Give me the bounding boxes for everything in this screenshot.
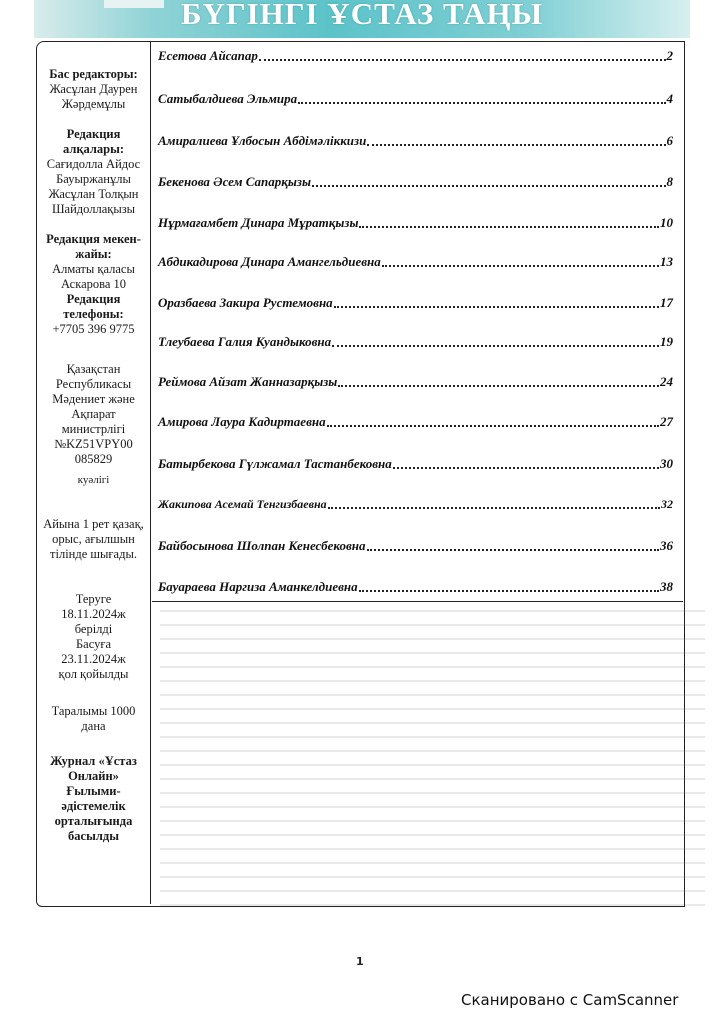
toc-page: 30 [660,456,673,471]
toc-page: 32 [661,497,673,511]
chief-editor-block [37,67,150,112]
registration-block [37,362,150,488]
print-dates-block [37,592,150,682]
dot-leader [393,466,659,469]
registration-text: Қазақстан Республикасы Мәдениет және Ақпарат министрлігі №KZ51VPY00 085829 [52,362,135,466]
toc-author: Батырбекова Гүлжамал Тастанбековна [158,456,392,471]
toc-author: Бекенова Әсем Сапарқызы [158,174,311,189]
toc-page: 8 [666,174,673,189]
chief-editor-name: Жасұлан Даурен Жәрдемұлы [49,82,138,111]
toc-entry[interactable] [158,131,673,149]
editorial-board-label: Редакция алқалары: [62,127,125,156]
print-suffix: қол қойылды [58,667,129,681]
dot-leader [359,589,659,592]
chief-editor-label: Бас редакторы: [49,67,138,81]
toc-page: 2 [666,48,673,63]
address-value: Алматы қаласы Аскарова 10 [52,262,135,291]
toc-page: 36 [660,538,673,553]
journal-banner [34,0,690,38]
toc-page: 38 [660,579,673,594]
toc-divider [152,601,683,602]
toc-entry[interactable] [158,536,673,554]
toc-author: Сатыбалдиева Эльмира [158,91,298,106]
toc-author: Амиралиева Ұлбосын Абдімәліккизи [158,133,367,148]
phone-value: +7705 396 9775 [52,322,135,336]
toc-author: Байбосынова Шолпан Кенесбековна [158,538,366,553]
dot-leader [328,506,660,509]
toc-author: Абдикадирова Динара Амангельдиевна [158,254,381,269]
frequency-block [37,517,150,562]
toc-entry[interactable] [158,372,673,390]
imprint-column [37,42,151,904]
address-block [37,232,150,292]
toc-entry[interactable] [158,577,673,595]
toc-page: 4 [666,91,673,106]
publisher-text: Журнал «Ұстаз Онлайн» Ғылыми-әдістемелік орталығында басылды [50,754,137,843]
toc-entry[interactable] [158,213,673,231]
circulation-text: Таралымы 1000 дана [51,704,136,733]
print-label: Басуға [75,637,112,651]
typeset-date: 18.11.2024ж [61,607,126,621]
toc-entry[interactable] [158,252,673,270]
dot-leader [367,548,659,551]
registration-suffix: куәлігі [77,474,110,486]
dot-leader [312,184,666,187]
toc-author: Оразбаева Закира Рустемовна [158,295,333,310]
dot-leader [327,424,659,427]
dot-leader [338,384,659,387]
toc-entry[interactable] [158,494,673,512]
toc-author: Тлеубаева Галия Куандыковна [158,334,332,349]
toc-page: 17 [660,295,673,310]
toc-entry[interactable] [158,46,673,64]
toc-page: 24 [660,374,673,389]
toc-entry[interactable] [158,89,673,107]
dot-leader [334,305,659,308]
toc-author: Реймова Айзат Жанназарқызы [158,374,338,389]
toc-entry[interactable] [158,454,673,472]
editorial-board-block [37,127,150,217]
dot-leader [259,58,666,61]
toc-author: Амирова Лаура Кадиртаевна [158,414,326,429]
toc-author: Жакипова Асемай Тенгизбаевна [158,497,327,511]
dot-leader [332,344,659,347]
address-label: Редакция мекен-жайы: [46,232,141,261]
phone-block [37,292,150,337]
toc-page: 19 [660,334,673,349]
toc-page: 10 [660,215,673,230]
toc-entry[interactable] [158,172,673,190]
dot-leader [359,225,659,228]
journal-title: БҮГІНГІ ҰСТАЗ ТАҢЫ [180,0,544,31]
dot-leader [382,264,659,267]
toc-page: 27 [660,414,673,429]
dot-leader [367,143,665,146]
dot-leader [298,101,665,104]
typeset-suffix: берілді [74,622,113,636]
editorial-board-members: Сағидолла Айдос Бауыржанұлы Жасұлан Толқын Шайдоллақызы [46,157,141,216]
toc-entry[interactable] [158,332,673,350]
toc-author: Нұрмағамбет Динара Мұратқызы [158,215,359,230]
scanner-watermark: Сканировано с CamScanner [461,991,679,1009]
toc-author: Бауараева Наргиза Аманкелдиевна [158,579,358,594]
toc-page: 13 [660,254,673,269]
toc-entry[interactable] [158,293,673,311]
toc-page: 6 [666,133,673,148]
typeset-label: Теруге [75,592,112,606]
table-of-contents [152,42,683,602]
frequency-text: Айына 1 рет қазақ, орыс, ағылшын тілінде шығады. [43,517,144,561]
bleed-through-text [160,610,705,940]
print-date: 23.11.2024ж [61,652,126,666]
publisher-block [37,754,150,844]
toc-entry[interactable] [158,412,673,430]
page-number: 1 [356,955,364,968]
phone-label: Редакция телефоны: [63,292,124,321]
circulation-block [37,704,150,734]
toc-author: Есетова Айсапар [158,48,258,63]
